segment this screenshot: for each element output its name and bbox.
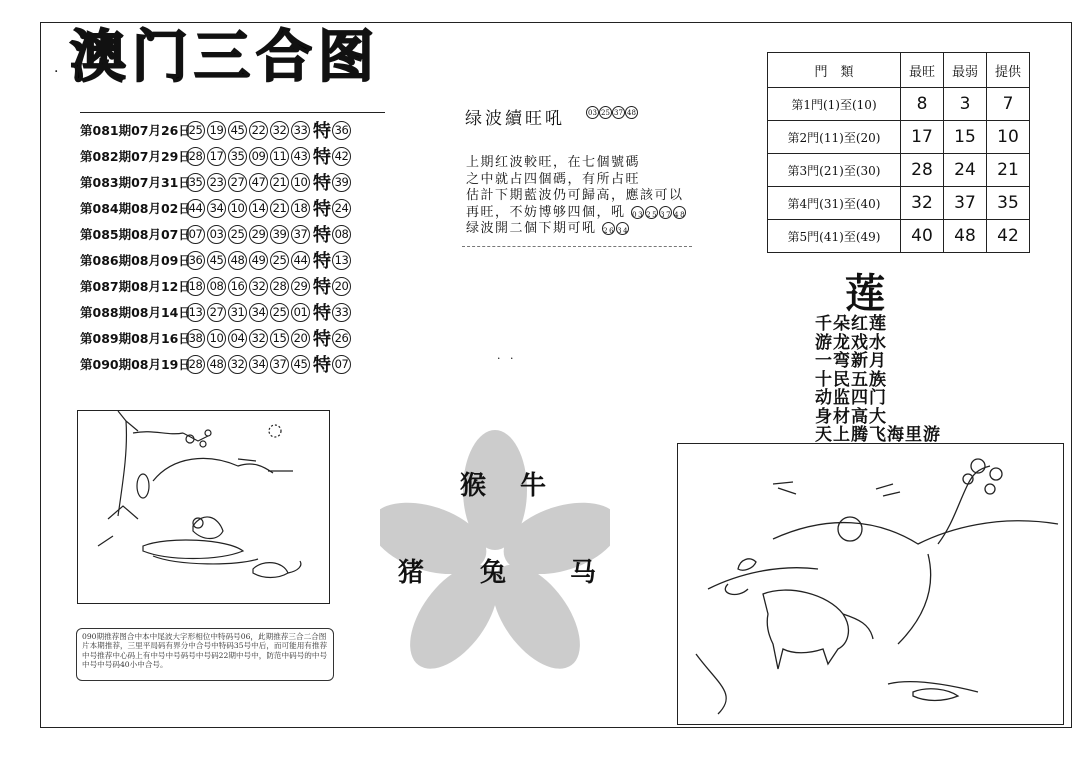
- number-ball: 20: [291, 329, 310, 348]
- gate-label: 第3門(21)至(30): [768, 154, 901, 187]
- special-mark: 特: [313, 199, 331, 220]
- number-ball: 10: [228, 199, 247, 218]
- mini-number-ball: 48: [625, 106, 638, 119]
- number-ball: 01: [291, 303, 310, 322]
- monkey-pond-drawing: [78, 411, 328, 602]
- number-ball: 19: [207, 121, 226, 140]
- draw-label: 第083期07月31日: [80, 175, 191, 190]
- number-ball: 32: [249, 329, 268, 348]
- special-ball: 24: [332, 199, 351, 218]
- gate-label: 第1門(1)至(10): [768, 88, 901, 121]
- number-ball: 15: [270, 329, 289, 348]
- number-ball: 17: [207, 147, 226, 166]
- number-ball: 49: [249, 251, 268, 270]
- mini-number-ball: 03: [631, 206, 644, 219]
- draw-label: 第081期07月26日: [80, 123, 191, 138]
- special-mark: 特: [313, 121, 331, 142]
- special-ball: 20: [332, 277, 351, 296]
- number-ball: 45: [207, 251, 226, 270]
- gates-row: [768, 220, 1030, 253]
- draw-results-list: [80, 117, 353, 377]
- number-ball: 37: [291, 225, 310, 244]
- number-ball: 25: [270, 251, 289, 270]
- number-ball: 28: [186, 355, 205, 374]
- green-wave-line: 再旺，不妨博够四個，吼 03 25 37 48: [466, 204, 687, 220]
- gates-header: 提供: [987, 53, 1030, 88]
- green-wave-title-balls: [586, 106, 638, 119]
- gate-label: 第5門(41)至(49): [768, 220, 901, 253]
- special-mark: 特: [313, 173, 331, 194]
- green-wave-line: 之中就占四個碼，有所占旺: [466, 171, 641, 187]
- gate-value: 15: [944, 121, 987, 154]
- mini-number-ball: 48: [673, 206, 686, 219]
- special-mark: 特: [313, 277, 331, 298]
- number-ball: 21: [270, 199, 289, 218]
- special-ball: 07: [332, 355, 351, 374]
- number-ball: 34: [249, 303, 268, 322]
- zodiac-horse: 马: [570, 558, 597, 588]
- gates-header: 最旺: [901, 53, 944, 88]
- gate-label: 第4門(31)至(40): [768, 187, 901, 220]
- gate-label: 第2門(11)至(20): [768, 121, 901, 154]
- draw-label: 第088期08月14日: [80, 305, 191, 320]
- gate-value: 42: [987, 220, 1030, 253]
- green-wave-line: 绿波開二個下期可吼 26 34: [466, 221, 630, 236]
- gate-value: 8: [901, 88, 944, 121]
- number-ball: 32: [249, 277, 268, 296]
- green-wave-title: 绿波續旺吼: [465, 109, 565, 129]
- special-ball: 26: [332, 329, 351, 348]
- gates-row: [768, 187, 1030, 220]
- number-ball: 14: [249, 199, 268, 218]
- number-ball: 45: [291, 355, 310, 374]
- zodiac-pig: 猪: [398, 558, 425, 588]
- draw-label: 第089期08月16日: [80, 331, 191, 346]
- number-ball: 39: [270, 225, 289, 244]
- gates-row: [768, 121, 1030, 154]
- page-title: 澳门三合图: [70, 25, 380, 90]
- special-ball: 13: [332, 251, 351, 270]
- draw-row: [80, 247, 353, 273]
- number-ball: 25: [186, 121, 205, 140]
- gates-row: [768, 154, 1030, 187]
- number-ball: 23: [207, 173, 226, 192]
- number-ball: 35: [186, 173, 205, 192]
- number-ball: 34: [207, 199, 226, 218]
- number-ball: 27: [228, 173, 247, 192]
- draw-row: [80, 351, 353, 377]
- mini-number-ball: 34: [616, 222, 629, 235]
- poem-line: 一弯新月: [815, 351, 887, 371]
- special-ball: 08: [332, 225, 351, 244]
- number-ball: 47: [249, 173, 268, 192]
- number-ball: 32: [270, 121, 289, 140]
- poem-line: 天上腾飞海里游: [815, 425, 941, 445]
- draw-label: 第090期08月19日: [80, 357, 191, 372]
- zodiac-rabbit: 兔: [480, 558, 507, 588]
- number-ball: 29: [249, 225, 268, 244]
- number-ball: 44: [186, 199, 205, 218]
- number-ball: 25: [270, 303, 289, 322]
- number-ball: 21: [270, 173, 289, 192]
- gates-header: 門 類: [768, 53, 901, 88]
- number-ball: 37: [270, 355, 289, 374]
- gate-value: 21: [987, 154, 1030, 187]
- number-ball: 31: [228, 303, 247, 322]
- zodiac-ox: 牛: [520, 471, 547, 501]
- draw-label: 第082期07月29日: [80, 149, 191, 164]
- green-wave-text: [466, 155, 691, 238]
- footnote-box: 090期推荐图合中本中尾波大字形相位中特码号06，此期推荐三合二合图片本期推荐，三里平局码有界分中合号中特码35号中后，而可能用有推荐中号推荐中心码上有中号中号码号中号码22期中号中，防范中码号的中号中号中号码40小中合号。: [76, 628, 334, 681]
- number-ball: 11: [270, 147, 289, 166]
- green-wave-line: 估計下期藍波仍可歸高，應該可以: [466, 188, 684, 203]
- gate-value: 28: [901, 154, 944, 187]
- number-ball: 07: [186, 225, 205, 244]
- number-ball: 09: [249, 147, 268, 166]
- special-mark: 特: [313, 329, 331, 350]
- draw-row: [80, 221, 353, 247]
- green-wave-divider: [462, 246, 692, 247]
- poem-line: 身材高大: [815, 406, 887, 427]
- gates-header: 最弱: [944, 53, 987, 88]
- zodiac-monkey: 猴: [460, 471, 487, 501]
- gates-row: [768, 88, 1030, 121]
- draw-row: [80, 299, 353, 325]
- number-ball: 16: [228, 277, 247, 296]
- speck: ·: [54, 64, 59, 80]
- number-ball: 27: [207, 303, 226, 322]
- gate-value: 40: [901, 220, 944, 253]
- number-ball: 22: [249, 121, 268, 140]
- gate-value: 32: [901, 187, 944, 220]
- number-ball: 33: [291, 121, 310, 140]
- number-ball: 18: [186, 277, 205, 296]
- illustration-monkey-pond: [77, 410, 330, 604]
- draw-label: 第085期08月07日: [80, 227, 191, 242]
- number-ball: 03: [207, 225, 226, 244]
- gate-value: 48: [944, 220, 987, 253]
- number-ball: 48: [228, 251, 247, 270]
- number-ball: 08: [207, 277, 226, 296]
- special-mark: 特: [313, 251, 331, 272]
- number-ball: 32: [228, 355, 247, 374]
- number-ball: 04: [228, 329, 247, 348]
- zodiac-flower: [380, 430, 610, 680]
- gate-value: 37: [944, 187, 987, 220]
- draw-row: [80, 169, 353, 195]
- number-ball: 45: [228, 121, 247, 140]
- number-ball: 35: [228, 147, 247, 166]
- mini-number-ball: 25: [599, 106, 612, 119]
- mini-number-ball: 37: [659, 206, 672, 219]
- gates-header-row: [768, 53, 1030, 88]
- gates-table: [767, 52, 1030, 253]
- poem-line: 十民五族: [815, 369, 887, 390]
- special-ball: 36: [332, 121, 351, 140]
- number-ball: 25: [228, 225, 247, 244]
- draw-row: [80, 195, 353, 221]
- draw-label: 第087期08月12日: [80, 279, 191, 294]
- special-mark: 特: [313, 225, 331, 246]
- number-ball: 10: [291, 173, 310, 192]
- draw-row: [80, 273, 353, 299]
- number-ball: 34: [249, 355, 268, 374]
- draw-label: 第086期08月09日: [80, 253, 191, 268]
- gate-value: 35: [987, 187, 1030, 220]
- number-ball: 28: [186, 147, 205, 166]
- poem-line: 动监四门: [815, 388, 887, 408]
- number-ball: 13: [186, 303, 205, 322]
- poem-line: 游龙戏水: [815, 332, 887, 353]
- draw-label: 第084期08月02日: [80, 201, 191, 216]
- number-ball: 36: [186, 251, 205, 270]
- ox-landscape-drawing: [678, 444, 1062, 723]
- number-ball: 43: [291, 147, 310, 166]
- lian-title: 莲: [845, 271, 885, 317]
- special-ball: 39: [332, 173, 351, 192]
- number-ball: 48: [207, 355, 226, 374]
- special-ball: 33: [332, 303, 351, 322]
- special-mark: 特: [313, 303, 331, 324]
- gate-value: 7: [987, 88, 1030, 121]
- special-mark: 特: [313, 355, 331, 376]
- green-wave-line: 上期红波較旺，在七個號碼: [466, 155, 641, 170]
- gate-value: 24: [944, 154, 987, 187]
- title-divider: [80, 112, 385, 113]
- poem-line: 千朵红莲: [815, 314, 887, 334]
- gate-value: 10: [987, 121, 1030, 154]
- draw-row: [80, 143, 353, 169]
- mini-number-ball: 37: [612, 106, 625, 119]
- number-ball: 38: [186, 329, 205, 348]
- number-ball: 18: [291, 199, 310, 218]
- dot-marks: · ·: [497, 352, 517, 365]
- number-ball: 44: [291, 251, 310, 270]
- lian-poem: [815, 315, 941, 445]
- draw-row: [80, 117, 353, 143]
- number-ball: 10: [207, 329, 226, 348]
- special-mark: 特: [313, 147, 331, 168]
- mini-number-ball: 25: [645, 206, 658, 219]
- gate-value: 17: [901, 121, 944, 154]
- mini-number-ball: 03: [586, 106, 599, 119]
- number-ball: 28: [270, 277, 289, 296]
- gate-value: 3: [944, 88, 987, 121]
- special-ball: 42: [332, 147, 351, 166]
- number-ball: 29: [291, 277, 310, 296]
- mini-number-ball: 26: [602, 222, 615, 235]
- illustration-ox-landscape: [677, 443, 1064, 725]
- draw-row: [80, 325, 353, 351]
